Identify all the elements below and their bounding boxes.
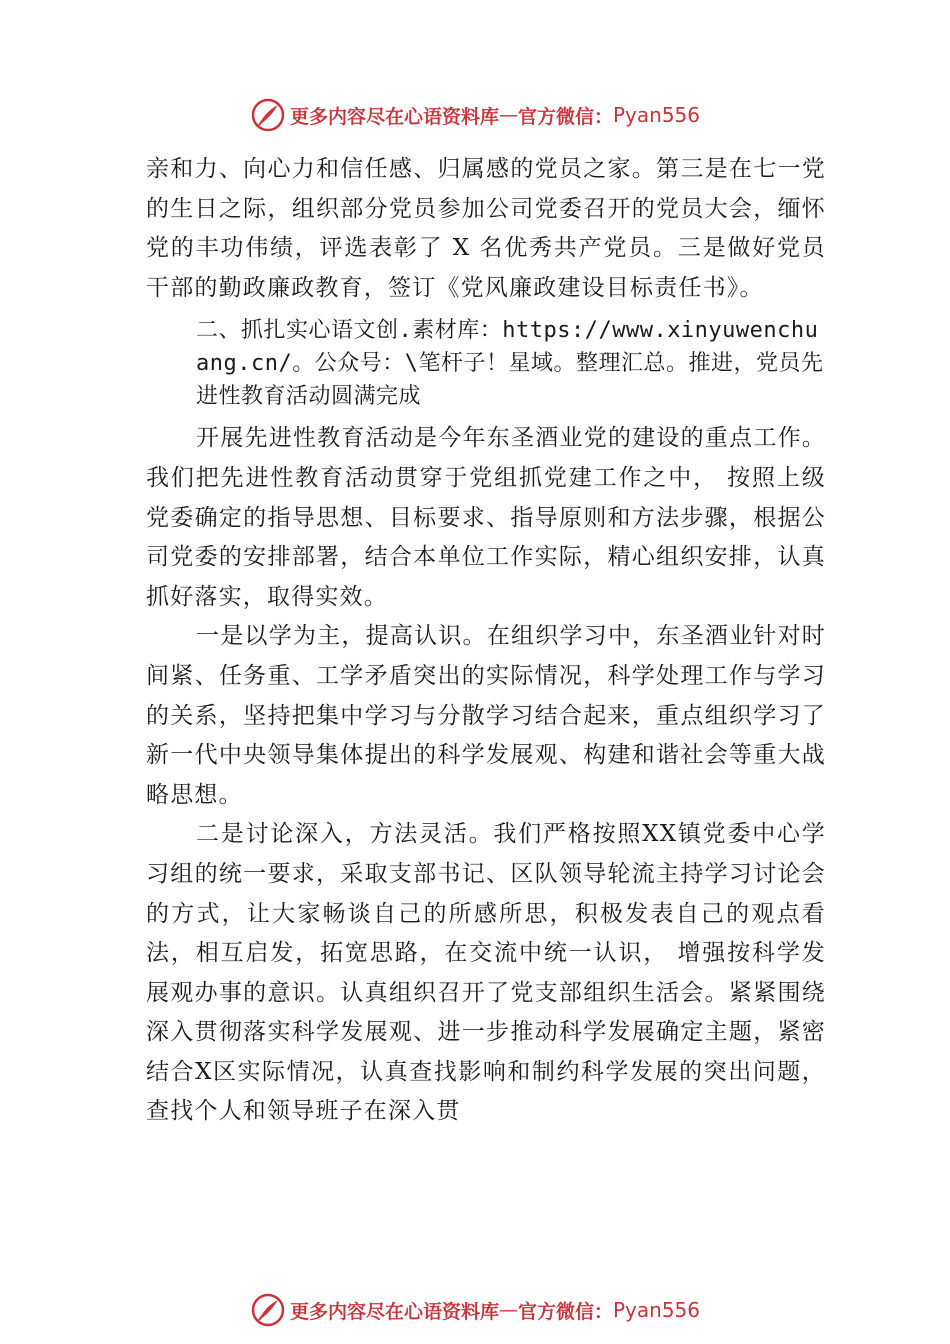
footer-banner [0, 1290, 950, 1330]
paragraph-4: 二是讨论深入，方法灵活。我们严格按照XX镇党委中心学习组的统一要求，采取支部书记、区队领导轮流主持学习讨论会的方式，让大家畅谈自己的所感所思，积极发表自己的观点看法，相互启发，拓宽思路，在交流中统一认识， 增强按科学发展观办事的意识。认真组织召开了党支部组织生活会。紧紧围绕深入贯彻落实科学发展观、进一步推动科学发展确定主题，紧密结合X区实际情况，认真查找影响和制约科学发展的突出问题，查找个人和领导班子在深入贯 [146, 821, 826, 1125]
quill-logo-icon [250, 97, 286, 133]
paragraph-2: 开展先进性教育活动是今年东圣酒业党的建设的重点工作。我们把先进性教育活动贯穿于党组抓党建工作之中， 按照上级党委确定的指导思想、目标要求、指导原则和方法步骤，根据公司党委的安排部署，结合本单位工作实际，精心组织安排，认真抓好落实，取得实效。 [146, 425, 826, 610]
paragraph-1: 亲和力、向心力和信任感、归属感的党员之家。第三是在七一党的生日之际，组织部分党员参加公司党委召开的党员大会，缅怀党的丰功伟绩，评选表彰了 X 名优秀共产党员。三是做好党员干部的勤政廉政教育，签订《党风廉政建设目标责任书》。 [146, 156, 826, 301]
banner-brand: 更多内容尽在心语资料库 [289, 105, 499, 128]
banner-wechat-handle: Pyan556 [613, 103, 701, 127]
banner-dash: — [498, 1299, 518, 1321]
quill-logo-icon [250, 1292, 286, 1328]
section-heading: 二、抓扎实心语文创.素材库：https://www.xinyuwenchuang.cn/。公众号：\笔杆子！星域。整理汇总。推进，党员先进性教育活动圆满完成 [196, 318, 824, 410]
header-banner [0, 95, 950, 135]
banner-brand: 更多内容尽在心语资料库 [289, 1300, 499, 1323]
banner-wechat-label: 官方微信： [517, 105, 613, 128]
banner-wechat-label: 官方微信： [517, 1300, 613, 1323]
document-body [146, 150, 826, 1132]
paragraph-3: 一是以学为主，提高认识。在组织学习中，东圣酒业针对时间紧、任务重、工学矛盾突出的实际情况，科学处理工作与学习的关系，坚持把集中学习与分散学习结合起来，重点组织学习了新一代中央领导集体提出的科学发展观、构建和谐社会等重大战略思想。 [146, 623, 826, 808]
banner-wechat-handle: Pyan556 [613, 1298, 701, 1322]
banner-dash: — [498, 104, 518, 126]
